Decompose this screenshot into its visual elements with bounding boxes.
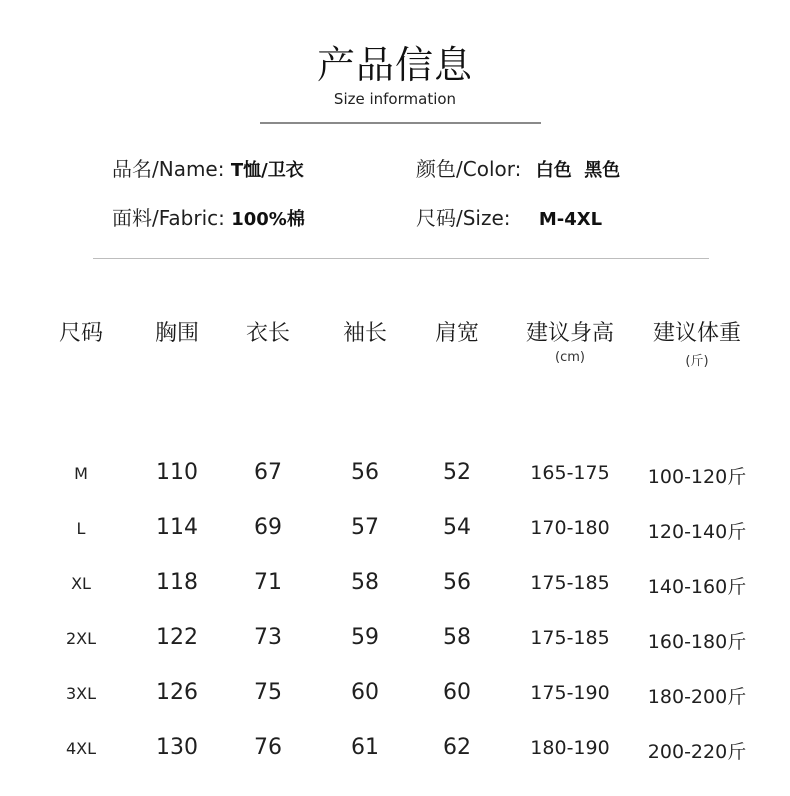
column-header-chest: 胸围: [154, 321, 200, 346]
table-cell-chest: 126: [156, 680, 198, 705]
table-cell-weight: 200-220斤: [647, 741, 747, 763]
table-cell-chest: 110: [156, 460, 198, 485]
info-fabric: [112, 204, 305, 234]
info-size-value: M-4XL: [538, 209, 603, 230]
info-fabric-label: 面料/Fabric:: [112, 206, 225, 230]
info-color-value: 白色 黑色: [535, 160, 621, 181]
table-cell-chest: 122: [156, 625, 198, 650]
column-header-size: 尺码: [58, 321, 104, 346]
column-unit-height: (cm): [555, 350, 585, 365]
info-fabric-value: 100%棉: [231, 209, 305, 230]
table-cell-weight: 100-120斤: [647, 466, 747, 488]
table-cell-sleeve: 56: [351, 460, 379, 485]
table-cell-size: 2XL: [65, 629, 97, 648]
table-cell-height: 180-190: [530, 737, 610, 759]
table-cell-length: 75: [254, 680, 282, 705]
table-cell-weight: 140-160斤: [647, 576, 747, 598]
table-cell-sleeve: 59: [351, 625, 379, 650]
table-cell-height: 170-180: [530, 517, 610, 539]
table-cell-sleeve: 60: [351, 680, 379, 705]
column-header-sleeve: 袖长: [342, 321, 388, 346]
page-title: 产品信息: [316, 43, 473, 87]
table-cell-shoulder: 62: [443, 735, 471, 760]
table-cell-shoulder: 52: [443, 460, 471, 485]
table-cell-sleeve: 57: [351, 515, 379, 540]
table-cell-length: 71: [254, 570, 282, 595]
table-cell-size: M: [74, 464, 88, 483]
column-header-shoulder: 肩宽: [434, 321, 480, 346]
table-cell-size: 3XL: [65, 684, 97, 703]
table-cell-sleeve: 58: [351, 570, 379, 595]
table-cell-shoulder: 58: [443, 625, 471, 650]
table-cell-weight: 180-200斤: [647, 686, 747, 708]
table-cell-length: 69: [254, 515, 282, 540]
table-cell-shoulder: 56: [443, 570, 471, 595]
info-color: [416, 155, 620, 185]
table-cell-height: 175-185: [530, 572, 610, 594]
table-cell-shoulder: 54: [443, 515, 471, 540]
table-cell-height: 175-190: [530, 682, 610, 704]
column-header-weight: 建议体重: [652, 321, 742, 346]
table-header-row: [20, 310, 790, 380]
table-cell-size: 4XL: [65, 739, 97, 758]
table-cell-length: 67: [254, 460, 282, 485]
table-cell-size: XL: [71, 574, 91, 593]
info-size: [416, 204, 602, 234]
section-divider: [93, 258, 709, 259]
column-unit-weight: (斤): [685, 354, 709, 369]
table-cell-weight: 120-140斤: [647, 521, 747, 543]
table-cell-shoulder: 60: [443, 680, 471, 705]
table-cell-height: 175-185: [530, 627, 610, 649]
table-cell-length: 76: [254, 735, 282, 760]
info-name: [112, 155, 304, 185]
title-divider: [260, 122, 541, 124]
info-name-value: T恤/卫衣: [230, 160, 304, 181]
table-cell-weight: 160-180斤: [647, 631, 747, 653]
column-header-height: 建议身高: [525, 321, 615, 346]
info-name-label: 品名/Name:: [112, 157, 225, 181]
table-cell-chest: 114: [156, 515, 198, 540]
info-size-label: 尺码/Size:: [416, 206, 511, 230]
info-color-label: 颜色/Color:: [416, 157, 522, 181]
table-cell-size: L: [76, 519, 86, 538]
size-table: [20, 310, 790, 763]
table-cell-length: 73: [254, 625, 282, 650]
page-subtitle: Size information: [333, 90, 457, 108]
column-header-length: 衣长: [245, 321, 291, 346]
table-cell-height: 165-175: [530, 462, 610, 484]
table-cell-chest: 118: [156, 570, 198, 595]
table-cell-sleeve: 61: [351, 735, 379, 760]
table-cell-chest: 130: [156, 735, 198, 760]
